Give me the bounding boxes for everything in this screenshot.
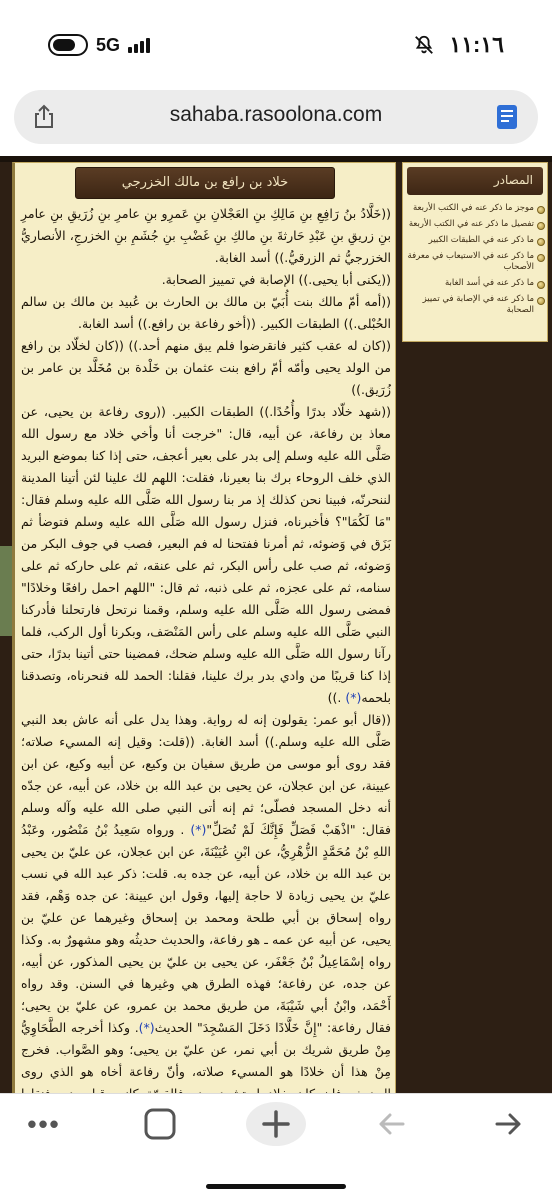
reference-link[interactable]: (*) <box>138 1020 155 1035</box>
sources-title-bar <box>407 167 543 195</box>
source-label[interactable]: تفصيل ما ذكر عنه في الكتب الأربعة <box>408 219 534 229</box>
reference-link[interactable]: (*) <box>345 690 362 705</box>
network-label: 5G <box>96 34 121 55</box>
bullet-icon <box>537 254 545 262</box>
forward-button[interactable] <box>478 1102 538 1146</box>
tabs-icon <box>143 1107 177 1141</box>
article-body <box>21 203 391 1149</box>
article-paragraph: ((قال أبو عمر: يقولون إنه له رواية. وهذا يدل على أنه عاش بعد النبي صَلَّى الله عليه وسلم.)) أسد الغابة. ((قلت: وقيل إنه المسيء صلاته؛ فقد روى أبو موسى من طريق سفيان بن وكيع، عن أبيه وكيع، عن ابن عيينة، عن ابن عجلان، عن يحيى بن عبد الله بن خلاد، عن أبيه، عن جدّه أنه دخل المسجد فصلّى؛ ثم إنه أتى النبي صلى الله عليه وآله وسلم فقال: "اذْهَبْ فَصَلِّ فَإِنَّكَ لَمْ تُصَلِّ"(*) . ورواه سَعِيدُ بْنُ مَنْصُور، وعَبْدُ اللهِ بْنُ مُحَمَّدٍ الزُّهْرِيُّ، عن ابْنِ عُيَيْنَةَ، عن ابن عجلان، عن عليّ بن يحيى بن عبد الله بن خلاد، عن أبيه، عن جده به. قلت: ذكر عبد الله في نسب عليّ بن يحيى زيادة لا حاجة إليها، وقول ابن عيينة: عن جده وَهْم، فقد رواه إسحاق بن أبي طلحة ومحمد بن إسحاق وغيرهما عن عليّ بن يحيى، عن أبيه عن عمه ـ هو رفاعة، والحديث حديثُه وهو مشهورٌ به. وكذا رواه إسْمَاعِيلُ بْنُ جَعْفَر، عن يحيى بن عليّ بن يحيى المذكور، عن أبيه، عن جده، عن رفاعة؛ فهذه الطرق هي وغيرها في السنن. وقد رواه أَحْمَد، وابْنُ أبي شَيْبَةَ، من طريق محمد بن عمرو، عن عليّ بن يحيى؛ فقال رفاعة: "إِنَّ خَلَّادًا دَخَلَ المَسْجِدَ" الحديث(*). وكذا أخرجه الطَّحَاوِيُّ مِنْ طريق شريك بن أبي نمر، عن عليّ بن يحيى؛ وهو الصَّواب. فخرج مِنْ هذا أن خلادًا هو المسيء صلاته، وأنّ رفاعة أخاه هو الذي روى <box>21 712 391 1079</box>
article-title-bar <box>75 167 335 199</box>
article-paragraph: ((كان له عقب كثير فانقرضوا فلم يبق منهم أحد.)) ((كان لخلّاد بن رافع من الولد يحيى وأمّه أمّ رافع بنت عثمان بن خَلْدة بن مُخَلَّد بن عامر بن زُرَيق.)) <box>21 338 391 397</box>
forward-arrow-icon <box>491 1107 525 1141</box>
web-content <box>0 156 552 1093</box>
bullet-icon <box>537 281 545 289</box>
back-arrow-icon <box>375 1107 409 1141</box>
bullet-icon <box>537 238 545 246</box>
article-paragraph: ((يكنى أبا يحيى.)) الإصابة في تمييز الصحابة. <box>161 272 391 287</box>
reader-mode-icon[interactable] <box>492 102 522 132</box>
bullet-icon <box>537 206 545 214</box>
source-label[interactable]: موجز ما ذكر عنه في الكتب الأربعة <box>412 203 534 213</box>
article-paragraph: ((أمه أمّ مالك بنت أُبَيّ بن مالك بن الحارث بن عُبيد بن مالك بن سالم الحُبْلى.)) الطبقات الكبير. ((أخو رفاعة بن رافع.)) أسد الغابة. <box>21 294 391 331</box>
source-label[interactable]: ما ذكر عنه في الإصابة في تمييز الصحابة <box>422 294 534 315</box>
status-right <box>413 32 504 58</box>
sources-panel <box>402 162 548 342</box>
url-text[interactable]: sahaba.rasoolona.com <box>169 103 383 126</box>
bell-muted-icon <box>413 34 435 56</box>
back-button[interactable] <box>362 1102 422 1146</box>
source-link[interactable] <box>407 235 545 246</box>
home-indicator[interactable] <box>206 1184 346 1189</box>
bullet-icon <box>537 222 545 230</box>
article-paragraph: ((خَلَّادُ بنُ رَافِعِ بنِ مَالِكِ بنِ العَجْلانِ بنِ عَمرِو بنِ عامرِ بنِ زُرَيقِ بنِ عامرِ بنِ زريقِ بنِ عَبْدِ حَارثةَ بنِ مالكِ بنِ غَضْبِ بنِ جُشَمِ بنِ الخزرجِ، الأنصاريُّ الخزرجيُّ ثم الزرقيُّ.)) أسد الغابة. <box>21 206 391 265</box>
new-tab-button[interactable] <box>246 1102 306 1146</box>
source-label[interactable]: ما ذكر عنه في أسد الغابة <box>444 278 534 288</box>
signal-icon <box>128 37 150 53</box>
toggle-icon <box>48 34 88 56</box>
bullet-icon <box>537 297 545 305</box>
source-link[interactable] <box>407 294 545 316</box>
more-button[interactable] <box>14 1102 74 1146</box>
reference-link[interactable]: (*) <box>190 822 207 837</box>
source-label[interactable]: ما ذكر عنه في الطبقات الكبير <box>428 235 534 245</box>
status-left <box>48 34 150 56</box>
sources-list <box>407 203 545 321</box>
plus-icon <box>246 1102 306 1146</box>
address-bar[interactable] <box>14 90 538 144</box>
status-bar <box>0 0 552 80</box>
source-link[interactable] <box>407 203 545 214</box>
source-link[interactable] <box>407 278 545 289</box>
source-link[interactable] <box>407 219 545 230</box>
side-tab[interactable] <box>0 546 12 636</box>
source-link[interactable] <box>407 251 545 273</box>
tabs-button[interactable] <box>130 1102 190 1146</box>
source-label[interactable]: ما ذكر عنه في الاستيعاب في معرفة الأصحاب <box>407 251 534 272</box>
clock: ١١:١٦ <box>449 32 504 57</box>
article-paragraph: ((شهد خلّاد بدرًا وأُحُدًا.)) الطبقات الكبير. ((روى رفاعة بن يحيى، عن معاذ بن رفاعة، عن أبيه، قال: "خرجت أنا وأخي خلاد مع رسول الله صَلَّى الله عليه وسلم إلى بدر على بعير أعجف، حتى إذا كنا بموضع البريد الذي خلف الروحاء برك بنا بعيرنا، فقلت: اللهم لك علينا لئن أتينا المدينة لننحرنّه، فبينا نحن كذلك إذ مر بنا رسول الله صَلَّى الله عليه وسلم فقال: "مَا لَكُمَا"؟ فأخبرناه، فنزل رسول الله صَلَّى الله عليه وسلم فتوضأ ثم بَزَق في وَضوئه، ثم أمرنا ففتحنا له فم البعير، فصب في جوف البكر من وَضوئه، ثم صب على رأس البكر، ثم على عنقه، ثم على حاركه ثم على سنامه، ثم على عجزه، ثم على ذنبه، ثم قال: "اللهم احمل رافعًا وخلادًا" فمضى رسول الله صَلَّى الله عليه وسلم، وقمنا نرتحل فارتحلنا فأدركنا النبي صَلَّى الله عليه وسلم على رأس المَنْصَف، وبكرنا أول الركب، فلما رآنا رسول الله صَلَّى الله عليه وسلم ضحك، فمضينا حتى أتينا بدرًا، حتى إذا كنا قريبًا من وادي بدر برك علينا، فقلنا: الحمد لله فنحرناه، وتصدقنا بلحمه(*) .)) <box>21 404 391 705</box>
more-icon: ••• <box>27 1108 61 1139</box>
article-title: خلاد بن رافع بن مالك الخزرجي <box>121 175 289 190</box>
sources-title: المصادر <box>493 173 533 187</box>
article-panel <box>12 162 396 1122</box>
browser-toolbar <box>0 1093 552 1200</box>
